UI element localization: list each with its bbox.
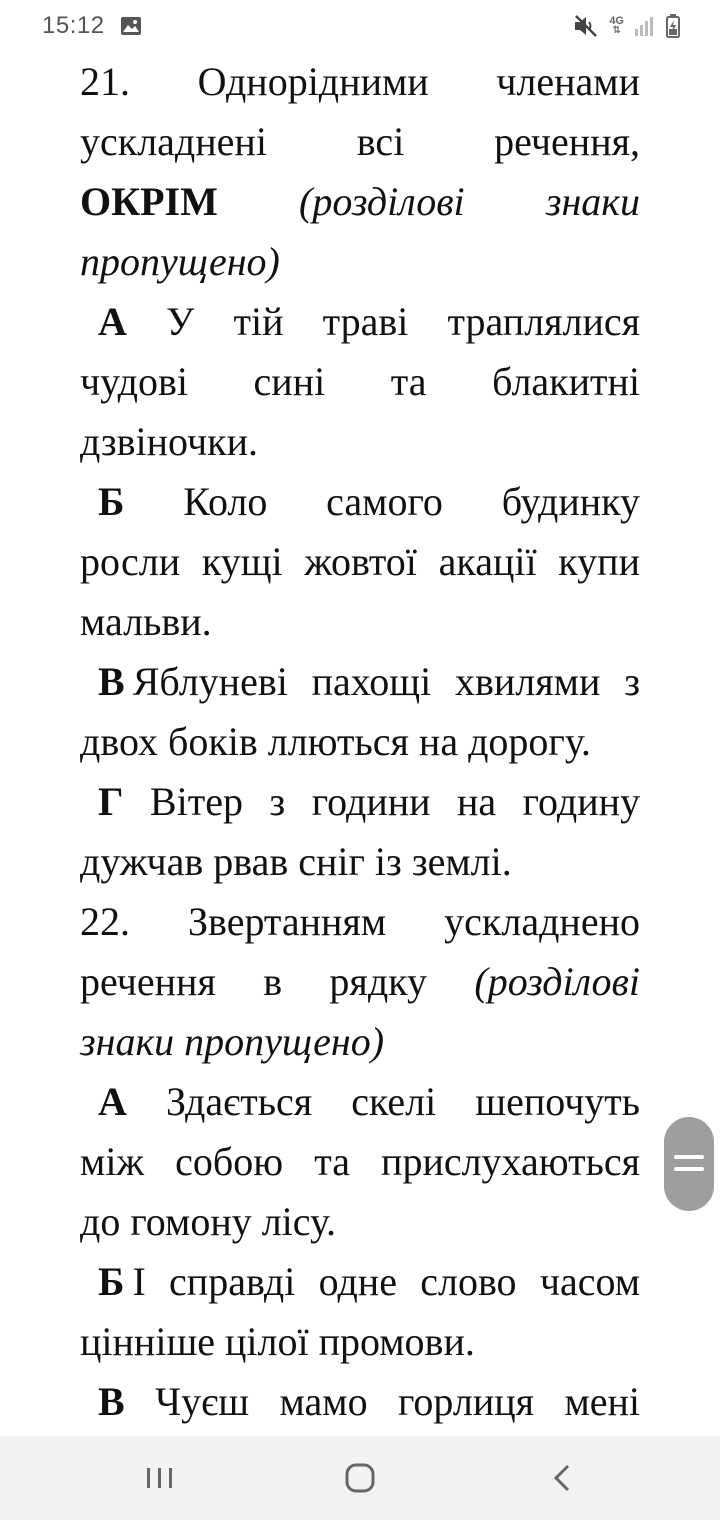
mute-icon: [573, 14, 599, 38]
option-letter: Б: [98, 479, 125, 524]
status-bar: [0, 0, 720, 56]
q21-option-g: Г Вітер з години на годину: [98, 779, 641, 824]
option-letter: В: [98, 659, 125, 704]
document-content: [80, 52, 640, 1432]
q21-option-a-line-3: дзвіночки.: [80, 419, 258, 464]
q22-line-1: 22. Звертанням ускладнено: [80, 899, 640, 944]
navigation-bar: [0, 1436, 720, 1520]
signal-icon: [634, 15, 656, 37]
q22-option-b-line-2: цінніше цілої промови.: [80, 1319, 475, 1364]
q22-option-a: А Здається скелі шепочуть: [98, 1079, 641, 1124]
q21-line-2: ускладнені всі речення,: [80, 119, 640, 164]
scroll-handle[interactable]: [664, 1117, 714, 1211]
back-icon[interactable]: [544, 1460, 584, 1496]
q21-option-b: Б Коло самого будинку: [98, 479, 641, 524]
q21-option-g-line-2: дужчав рвав сніг із землі.: [80, 839, 512, 884]
q22-line-3: знаки пропущено): [80, 1019, 385, 1064]
q21-emphasis: ОКРІМ: [80, 179, 218, 224]
q21-option-a-line-2: чудові сині та блакитні: [80, 359, 641, 404]
gallery-icon: [120, 16, 142, 36]
status-time: 15:12: [42, 12, 105, 39]
network-label: 4G: [609, 15, 624, 27]
q21-option-b-line-3: мальви.: [80, 599, 212, 644]
option-letter: Б: [98, 1259, 125, 1304]
home-icon[interactable]: [340, 1460, 380, 1496]
q22-option-v: В Чуєш мамо горлиця мені: [98, 1379, 641, 1424]
q22-option-a-line-3: до гомону лісу.: [80, 1199, 337, 1244]
option-letter: Г: [98, 779, 124, 824]
q22-line-2: речення в рядку (розділові: [80, 959, 641, 1004]
q21-option-a: А У тій траві траплялися: [98, 299, 640, 344]
q21-option-v: В Яблуневі пахощі хвилями з: [98, 659, 640, 704]
q21-option-b-line-2: росли кущі жовтої акації купи: [80, 539, 640, 584]
q21-line-3: ОКРІМ (розділові знаки: [80, 179, 641, 224]
recents-icon[interactable]: [140, 1460, 180, 1496]
4g-icon: 4G ⇅: [609, 15, 624, 36]
battery-icon: [666, 14, 680, 38]
option-letter: В: [98, 1379, 125, 1424]
q22-option-a-line-2: між собою та прислухаються: [80, 1139, 641, 1184]
q21-line-4: пропущено): [80, 239, 280, 284]
q22-option-b: Б І справді одне слово часом: [98, 1259, 640, 1304]
q21-option-v-line-2: двох боків ллються на дорогу.: [80, 719, 591, 764]
q21-line-1: 21. Однорідними членами: [80, 59, 640, 104]
option-letter: А: [98, 299, 127, 344]
option-letter: А: [98, 1079, 127, 1124]
